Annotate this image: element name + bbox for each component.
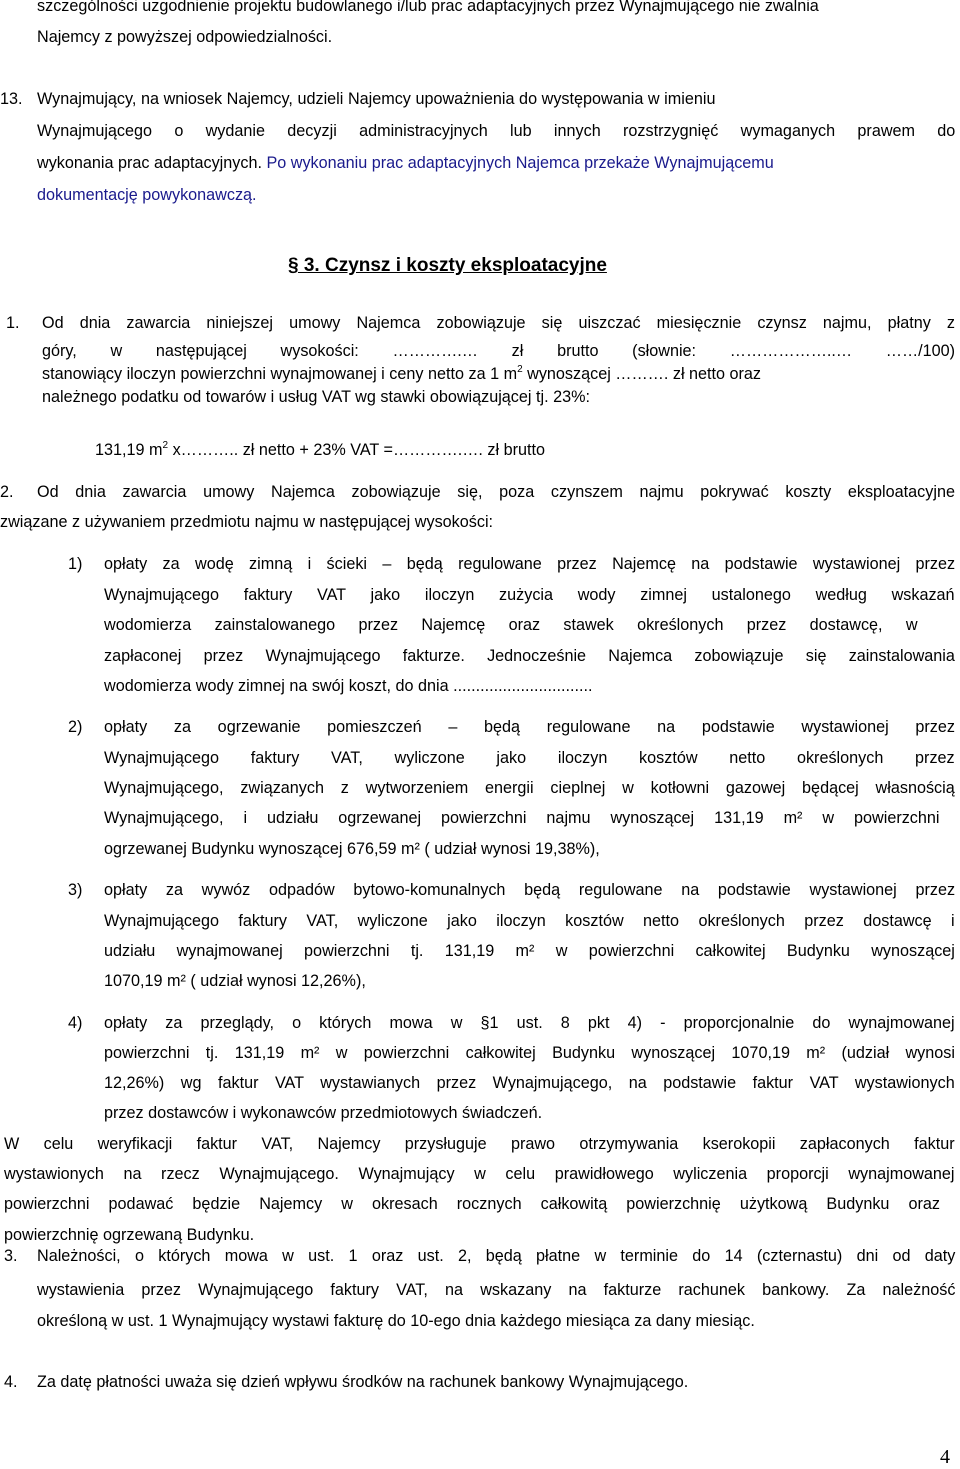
s2-number: 2. <box>0 483 14 501</box>
s1-line-3-sup: 2 <box>517 364 523 375</box>
p13-line-3 <box>37 153 774 173</box>
item-2-number: 2) <box>68 718 83 736</box>
item-2-line-3: Wynajmującego, związanych z wytworzeniem energii cieplnej w kotłowni gazowej będącej własnością <box>104 779 955 797</box>
s3-line-2: wystawienia przez Wynajmującego faktury VAT, na wskazany na fakturze rachunek bankowy. Za należność <box>37 1281 956 1299</box>
s3-number: 3. <box>4 1247 18 1265</box>
s1-number: 1. <box>6 314 20 332</box>
s1-calculation <box>95 440 545 460</box>
item-2-line-1: opłaty za ogrzewanie pomieszczeń – będą regulowane na podstawie wystawionej przez <box>104 718 955 736</box>
p13-line-3a: wykonania prac adaptacyjnych. <box>37 154 262 172</box>
verif-line-1: W celu weryfikacji faktur VAT, Najemcy przysługuje prawo otrzymywania kserokopii zapłaconych faktur <box>4 1135 955 1153</box>
s4-line-1: Za datę płatności uważa się dzień wpływu środków na rachunek bankowy Wynajmującego. <box>37 1373 689 1391</box>
s4-number: 4. <box>4 1373 18 1391</box>
item-3-line-4: 1070,19 m² ( udział wynosi 12,26%), <box>104 972 366 990</box>
item-3-line-3: udziału wynajmowanej powierzchni tj. 131,19 m² w powierzchni całkowitej Budynku wynoszącej <box>104 942 955 960</box>
p13-number: 13. <box>0 90 23 108</box>
s1-calc-b: x……….. zł netto + 23% VAT =………….…. zł brutto <box>172 441 545 459</box>
item-3-line-1: opłaty za wywóz odpadów bytowo-komunalnych będą regulowane na podstawie wystawionej przez <box>104 881 956 899</box>
s2-line-2: związane z używaniem przedmiotu najmu w następującej wysokości: <box>0 513 494 531</box>
s1-line-3b: wynoszącej ………. zł netto oraz <box>527 365 762 383</box>
s3-line-1: Należności, o których mowa w ust. 1 oraz ust. 2, będą płatne w terminie do 14 (czternastu) dni od daty <box>37 1247 956 1265</box>
section-title: § 3. Czynsz i koszty eksploatacyjne <box>288 255 607 276</box>
page-number: 4 <box>940 1446 950 1468</box>
verif-line-2: wystawionych na rzecz Wynajmującego. Wynajmujący w celu prawidłowego wyliczenia proporcji wynajmowanej <box>4 1165 955 1183</box>
s1-line-3a: stanowiący iloczyn powierzchni wynajmowanej i ceny netto za 1 m <box>42 365 518 383</box>
p13-line-1-text: Wynajmujący, na wniosek Najemcy, udzieli Najemcy upoważnienia do występowania w imieniu <box>37 90 716 108</box>
item-1-line-3: wodomierza zainstalowanego przez Najemcę oraz stawek określonych przez dostawcę, w <box>104 616 918 634</box>
item-1-line-5: wodomierza wody zimnej na swój koszt, do dnia ............................... <box>104 677 593 695</box>
p13-line-3b: Po wykonaniu prac adaptacyjnych Najemca przekaże Wynajmującemu <box>266 154 774 172</box>
item-3-number: 3) <box>68 881 83 899</box>
item-4-line-2: powierzchni tj. 131,19 m² w powierzchni całkowitej Budynku wynoszącej 1070,19 m² (udział wynosi <box>104 1044 955 1062</box>
item-4-line-4: przez dostawców i wykonawców przedmiotowych świadczeń. <box>104 1104 543 1122</box>
intro-line-2: Najemcy z powyższej odpowiedzialności. <box>37 28 333 46</box>
s3-line-3: określoną w ust. 1 Wynajmujący wystawi fakturę do 10-ego dnia każdego miesiąca za dany miesiąc. <box>37 1312 755 1330</box>
p13-line-1 <box>37 89 954 109</box>
s1-calc-a: 131,19 m <box>95 441 163 459</box>
item-1-line-1: opłaty za wodę zimną i ścieki – będą regulowane przez Najemcę na podstawie wystawionej przez <box>104 555 956 573</box>
p13-line-4: dokumentację powykonawczą. <box>37 186 257 204</box>
s1-calc-sup: 2 <box>162 440 169 451</box>
item-1-number: 1) <box>68 555 83 573</box>
item-2-line-4: Wynajmującego, i udziału ogrzewanej powierzchni najmu wynoszącej 131,19 m² w powierzchni <box>104 809 940 827</box>
item-2-line-2: Wynajmującego faktury VAT, wyliczone jako iloczyn kosztów netto określonych przez <box>104 749 955 767</box>
item-4-number: 4) <box>68 1014 83 1032</box>
item-3-line-2: Wynajmującego faktury VAT, wyliczone jako iloczyn kosztów netto określonych przez dostawcę i <box>104 912 955 930</box>
s1-line-3 <box>42 364 761 384</box>
s1-line-4: należnego podatku od towarów i usług VAT wg stawki obowiązującej tj. 23%: <box>42 388 590 406</box>
s1-line-1: Od dnia zawarcia niniejszej umowy Najemca zobowiązuje się uiszczać miesięcznie czynsz najmu, płatny z <box>42 314 956 332</box>
p13-line-2: Wynajmującego o wydanie decyzji administracyjnych lub innych rozstrzygnięć wymaganych prawem do <box>37 122 956 140</box>
item-2-line-5: ogrzewanej Budynku wynoszącej 676,59 m² ( udział wynosi 19,38%), <box>104 840 600 858</box>
item-4-line-3: 12,26%) wg faktur VAT wystawianych przez Wynajmującego, na podstawie faktur VAT wystawionych <box>104 1074 955 1092</box>
item-4-line-1: opłaty za przeglądy, o których mowa w §1 ust. 8 pkt 4) - proporcjonalnie do wynajmowanej <box>104 1014 955 1032</box>
verif-line-3: powierzchni podawać będzie Najemcy w okresach rocznych całkowitą powierzchnię użytkową Budynku oraz <box>4 1195 940 1213</box>
s1-line-2: góry, w następującej wysokości: ………….… zł brutto (słownie: ………………..… ……/100) <box>42 342 956 360</box>
item-1-line-2: Wynajmującego faktury VAT jako iloczyn zużycia wody zimnej ustalonego według wskazań <box>104 586 955 604</box>
intro-line-1: szczególności uzgodnienie projektu budowlanego i/lub prac adaptacyjnych przez Wynajmującego nie zwalnia <box>37 0 819 15</box>
verif-line-4: powierzchnię ogrzewaną Budynku. <box>4 1226 255 1244</box>
s2-line-1: Od dnia zawarcia umowy Najemca zobowiązuje się, poza czynszem najmu pokrywać koszty eksploatacyjne <box>37 483 955 501</box>
item-1-line-4: zapłaconej przez Wynajmującego fakturze. Jednocześnie Najemca zobowiązuje się zainstalowania <box>104 647 955 665</box>
